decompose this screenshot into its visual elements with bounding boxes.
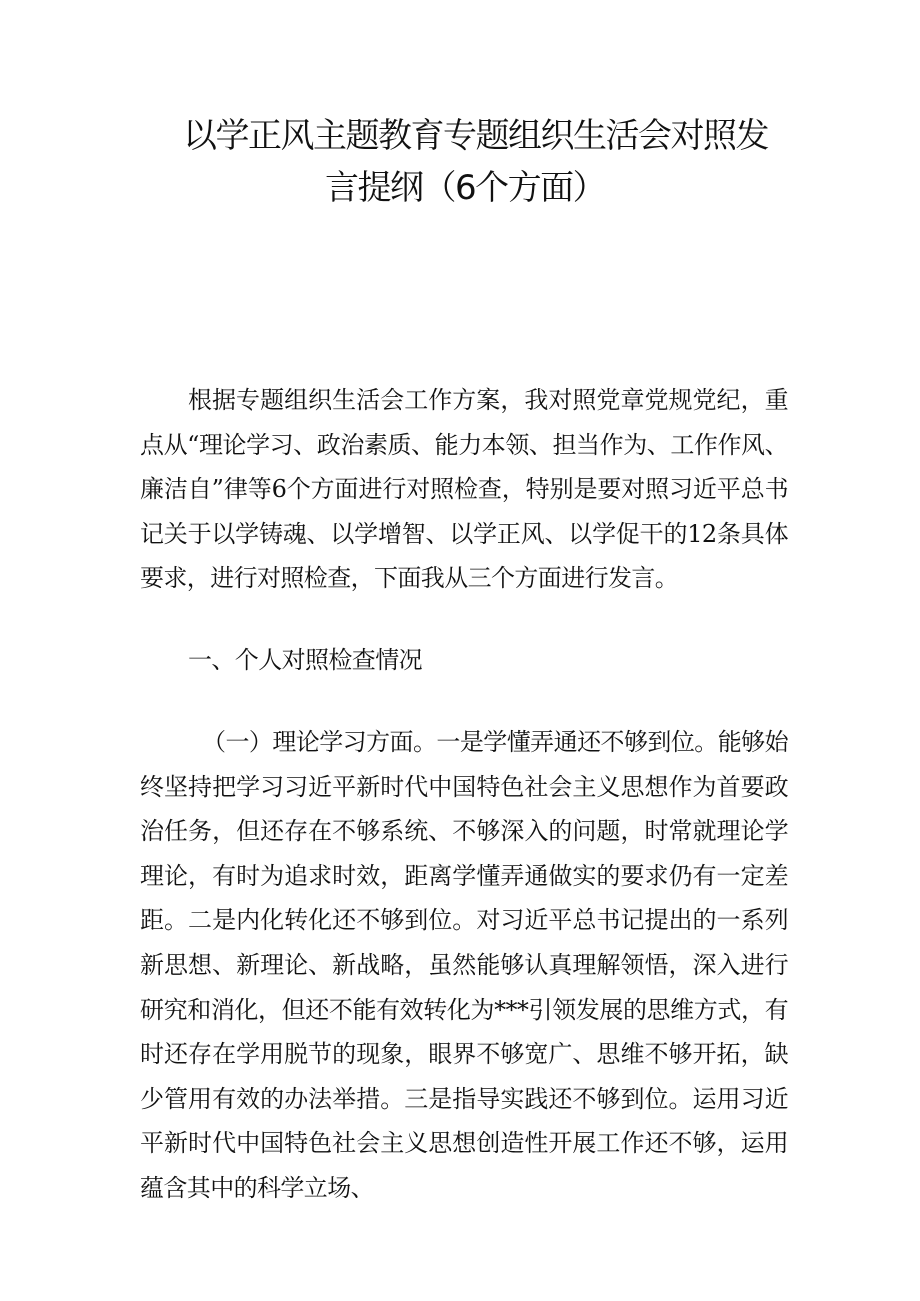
section-heading: 一、个人对照检查情况	[188, 646, 422, 674]
document-title	[0, 110, 920, 214]
title-line-1: 以学正风主题教育专题组织生活会对照发	[183, 116, 768, 156]
title-line-2: 言提纲（6个方面）	[325, 168, 606, 208]
intro-paragraph: 根据专题组织生活会工作方案，我对照党章党规党纪，重点从“理论学习、政治素质、能力本领、担当作为、工作作风、廉洁自”律等6个方面进行对照检查，特别是要对照习近平总书记关于以学铸魂、以学增智、以学正风、以学促干的12条具体要求，进行对照检查，下面我从三个方面进行发言。	[140, 386, 788, 593]
theory-study-paragraph: （一）理论学习方面。一是学懂弄通还不够到位。能够始终坚持把学习习近平新时代中国特色社会主义思想作为首要政治任务，但还存在不够系统、不够深入的问题，时常就理论学理论，有时为追求时效，距离学懂弄通做实的要求仍有一定差距。二是内化转化还不够到位。对习近平总书记提出的一系列新思想、新理论、新战略，虽然能够认真理解领悟，深入进行研究和消化，但还不能有效转化为***引领发展的思维方式，有时还存在学用脱节的现象，眼界不够宽广、思维不够开拓，缺少管用有效的办法举措。三是指导实践还不够到位。运用习近平新时代中国特色社会主义思想创造性开展工作还不够，运用蕴含其中的科学立场、	[140, 728, 788, 1202]
